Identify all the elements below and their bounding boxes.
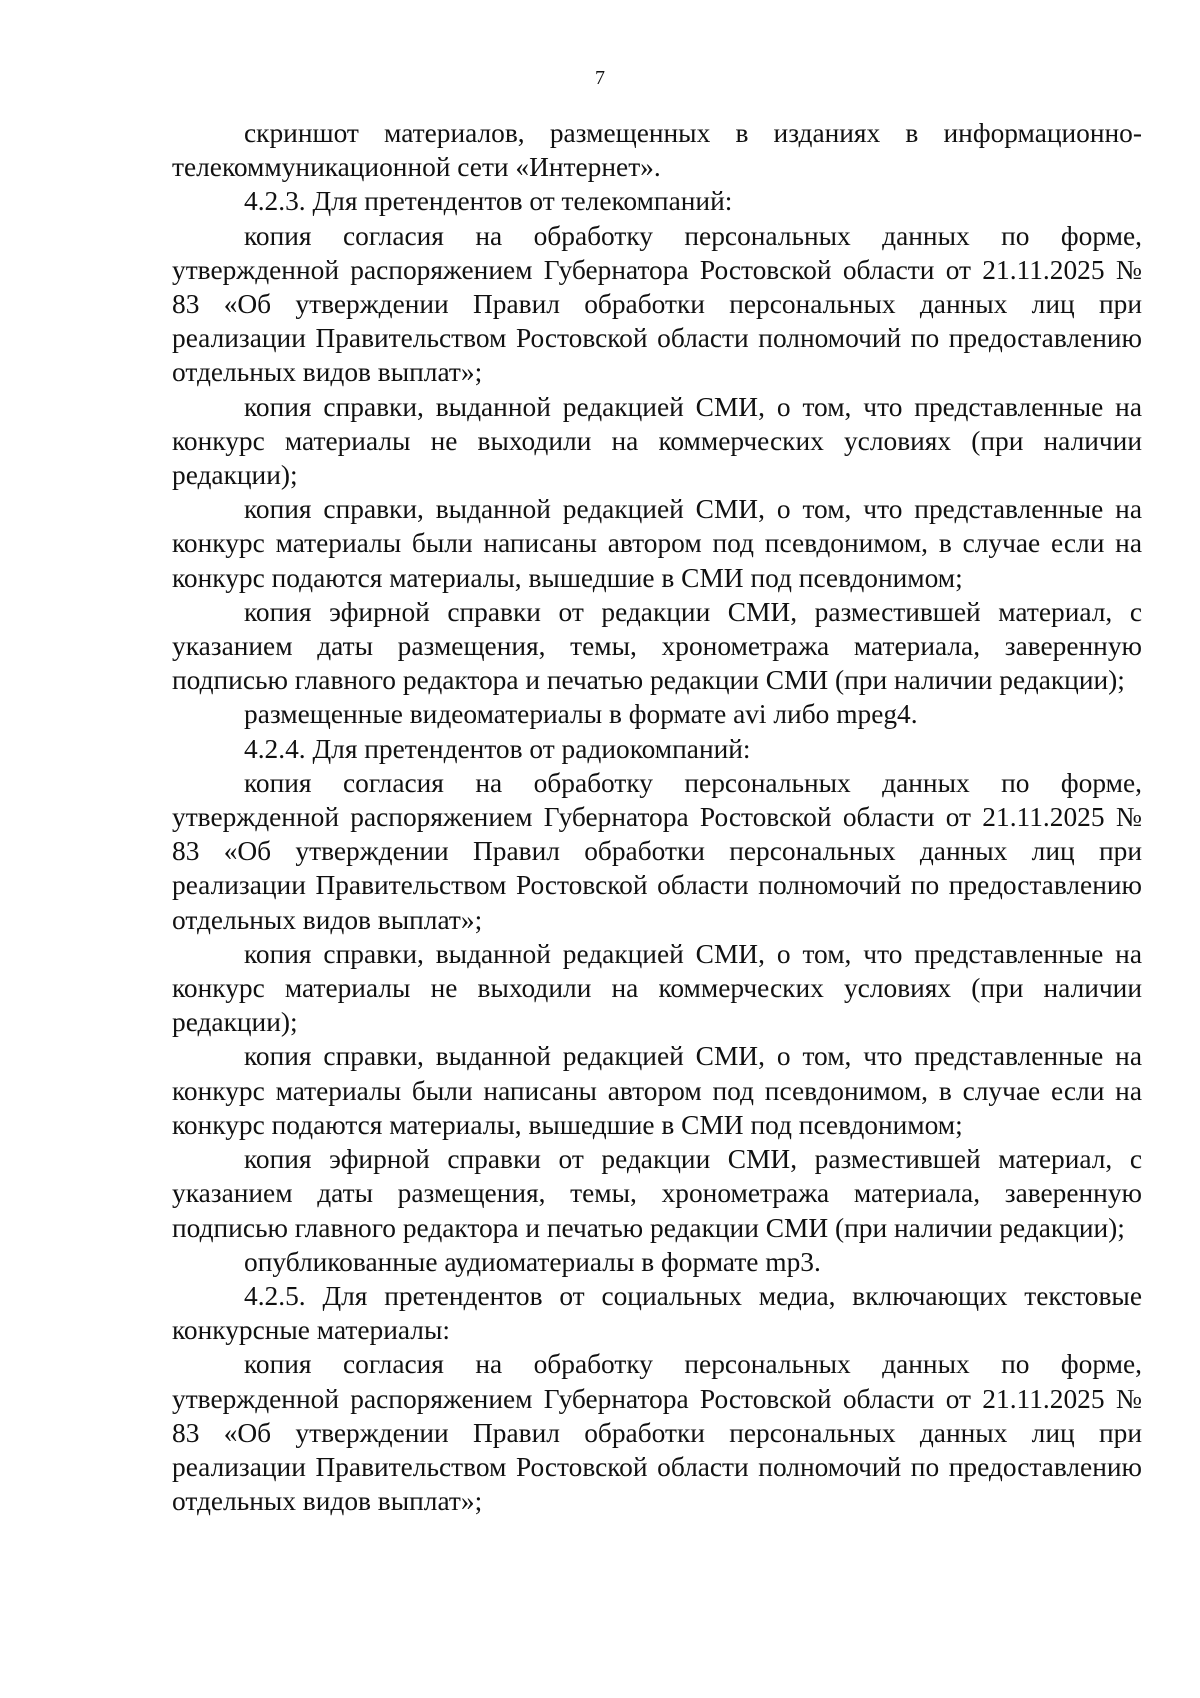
- paragraph: копия эфирной справки от редакции СМИ, разместившей материал, с указанием даты размещения, темы, хронометража материала, заверенную подписью главного редактора и печатью редакции СМИ (при наличии редакции);: [172, 1144, 1142, 1243]
- document-body: [172, 116, 1142, 1518]
- paragraph: копия эфирной справки от редакции СМИ, разместившей материал, с указанием даты размещения, темы, хронометража материала, заверенную подписью главного редактора и печатью редакции СМИ (при наличии редакции);: [172, 596, 1142, 696]
- paragraph: копия справки, выданной редакцией СМИ, о том, что представленные на конкурс материалы не выходили на коммерческих условиях (при наличии редакции);: [172, 938, 1142, 1038]
- paragraph: копия согласия на обработку персональных данных по форме, утвержденной распоряжением Губернатора Ростовской области от 21.11.2025 № 83 «Об утверждении Правил обработки персональных данных лиц при реализации Правительством Ростовской области полномочий по предоставлению отдельных видов выплат»;: [172, 1349, 1142, 1517]
- paragraph: копия согласия на обработку персональных данных по форме, утвержденной распоряжением Губернатора Ростовской области от 21.11.2025 № 83 «Об утверждении Правил обработки персональных данных лиц при реализации Правительством Ростовской области полномочий по предоставлению отдельных видов выплат»;: [172, 767, 1142, 935]
- section-heading: 4.2.3. Для претендентов от телекомпаний:: [244, 186, 733, 217]
- paragraph: скриншот материалов, размещенных в изданиях в информационно-телекоммуникационной сети «Интернет».: [172, 118, 1142, 183]
- section-heading: 4.2.5. Для претендентов от социальных медиа, включающих текстовые конкурсные материалы:: [172, 1280, 1142, 1346]
- paragraph: копия справки, выданной редакцией СМИ, о том, что представленные на конкурс материалы были написаны автором под псевдонимом, в случае если на конкурс подаются материалы, вышедшие в СМИ под псевдонимом;: [172, 494, 1142, 593]
- paragraph: копия согласия на обработку персональных данных по форме, утвержденной распоряжением Губернатора Ростовской области от 21.11.2025 № 83 «Об утверждении Правил обработки персональных данных лиц при реализации Правительством Ростовской области полномочий по предоставлению отдельных видов выплат»;: [172, 220, 1142, 388]
- page-number: 7: [595, 67, 605, 89]
- paragraph: размещенные видеоматериалы в формате avi либо mpeg4.: [244, 699, 918, 730]
- paragraph: копия справки, выданной редакцией СМИ, о том, что представленные на конкурс материалы не выходили на коммерческих условиях (при наличии редакции);: [172, 391, 1142, 491]
- paragraph: копия справки, выданной редакцией СМИ, о том, что представленные на конкурс материалы были написаны автором под псевдонимом, в случае если на конкурс подаются материалы, вышедшие в СМИ под псевдонимом;: [172, 1041, 1142, 1140]
- section-heading: 4.2.4. Для претендентов от радиокомпаний:: [244, 733, 751, 764]
- paragraph: опубликованные аудиоматериалы в формате mp3.: [244, 1246, 821, 1277]
